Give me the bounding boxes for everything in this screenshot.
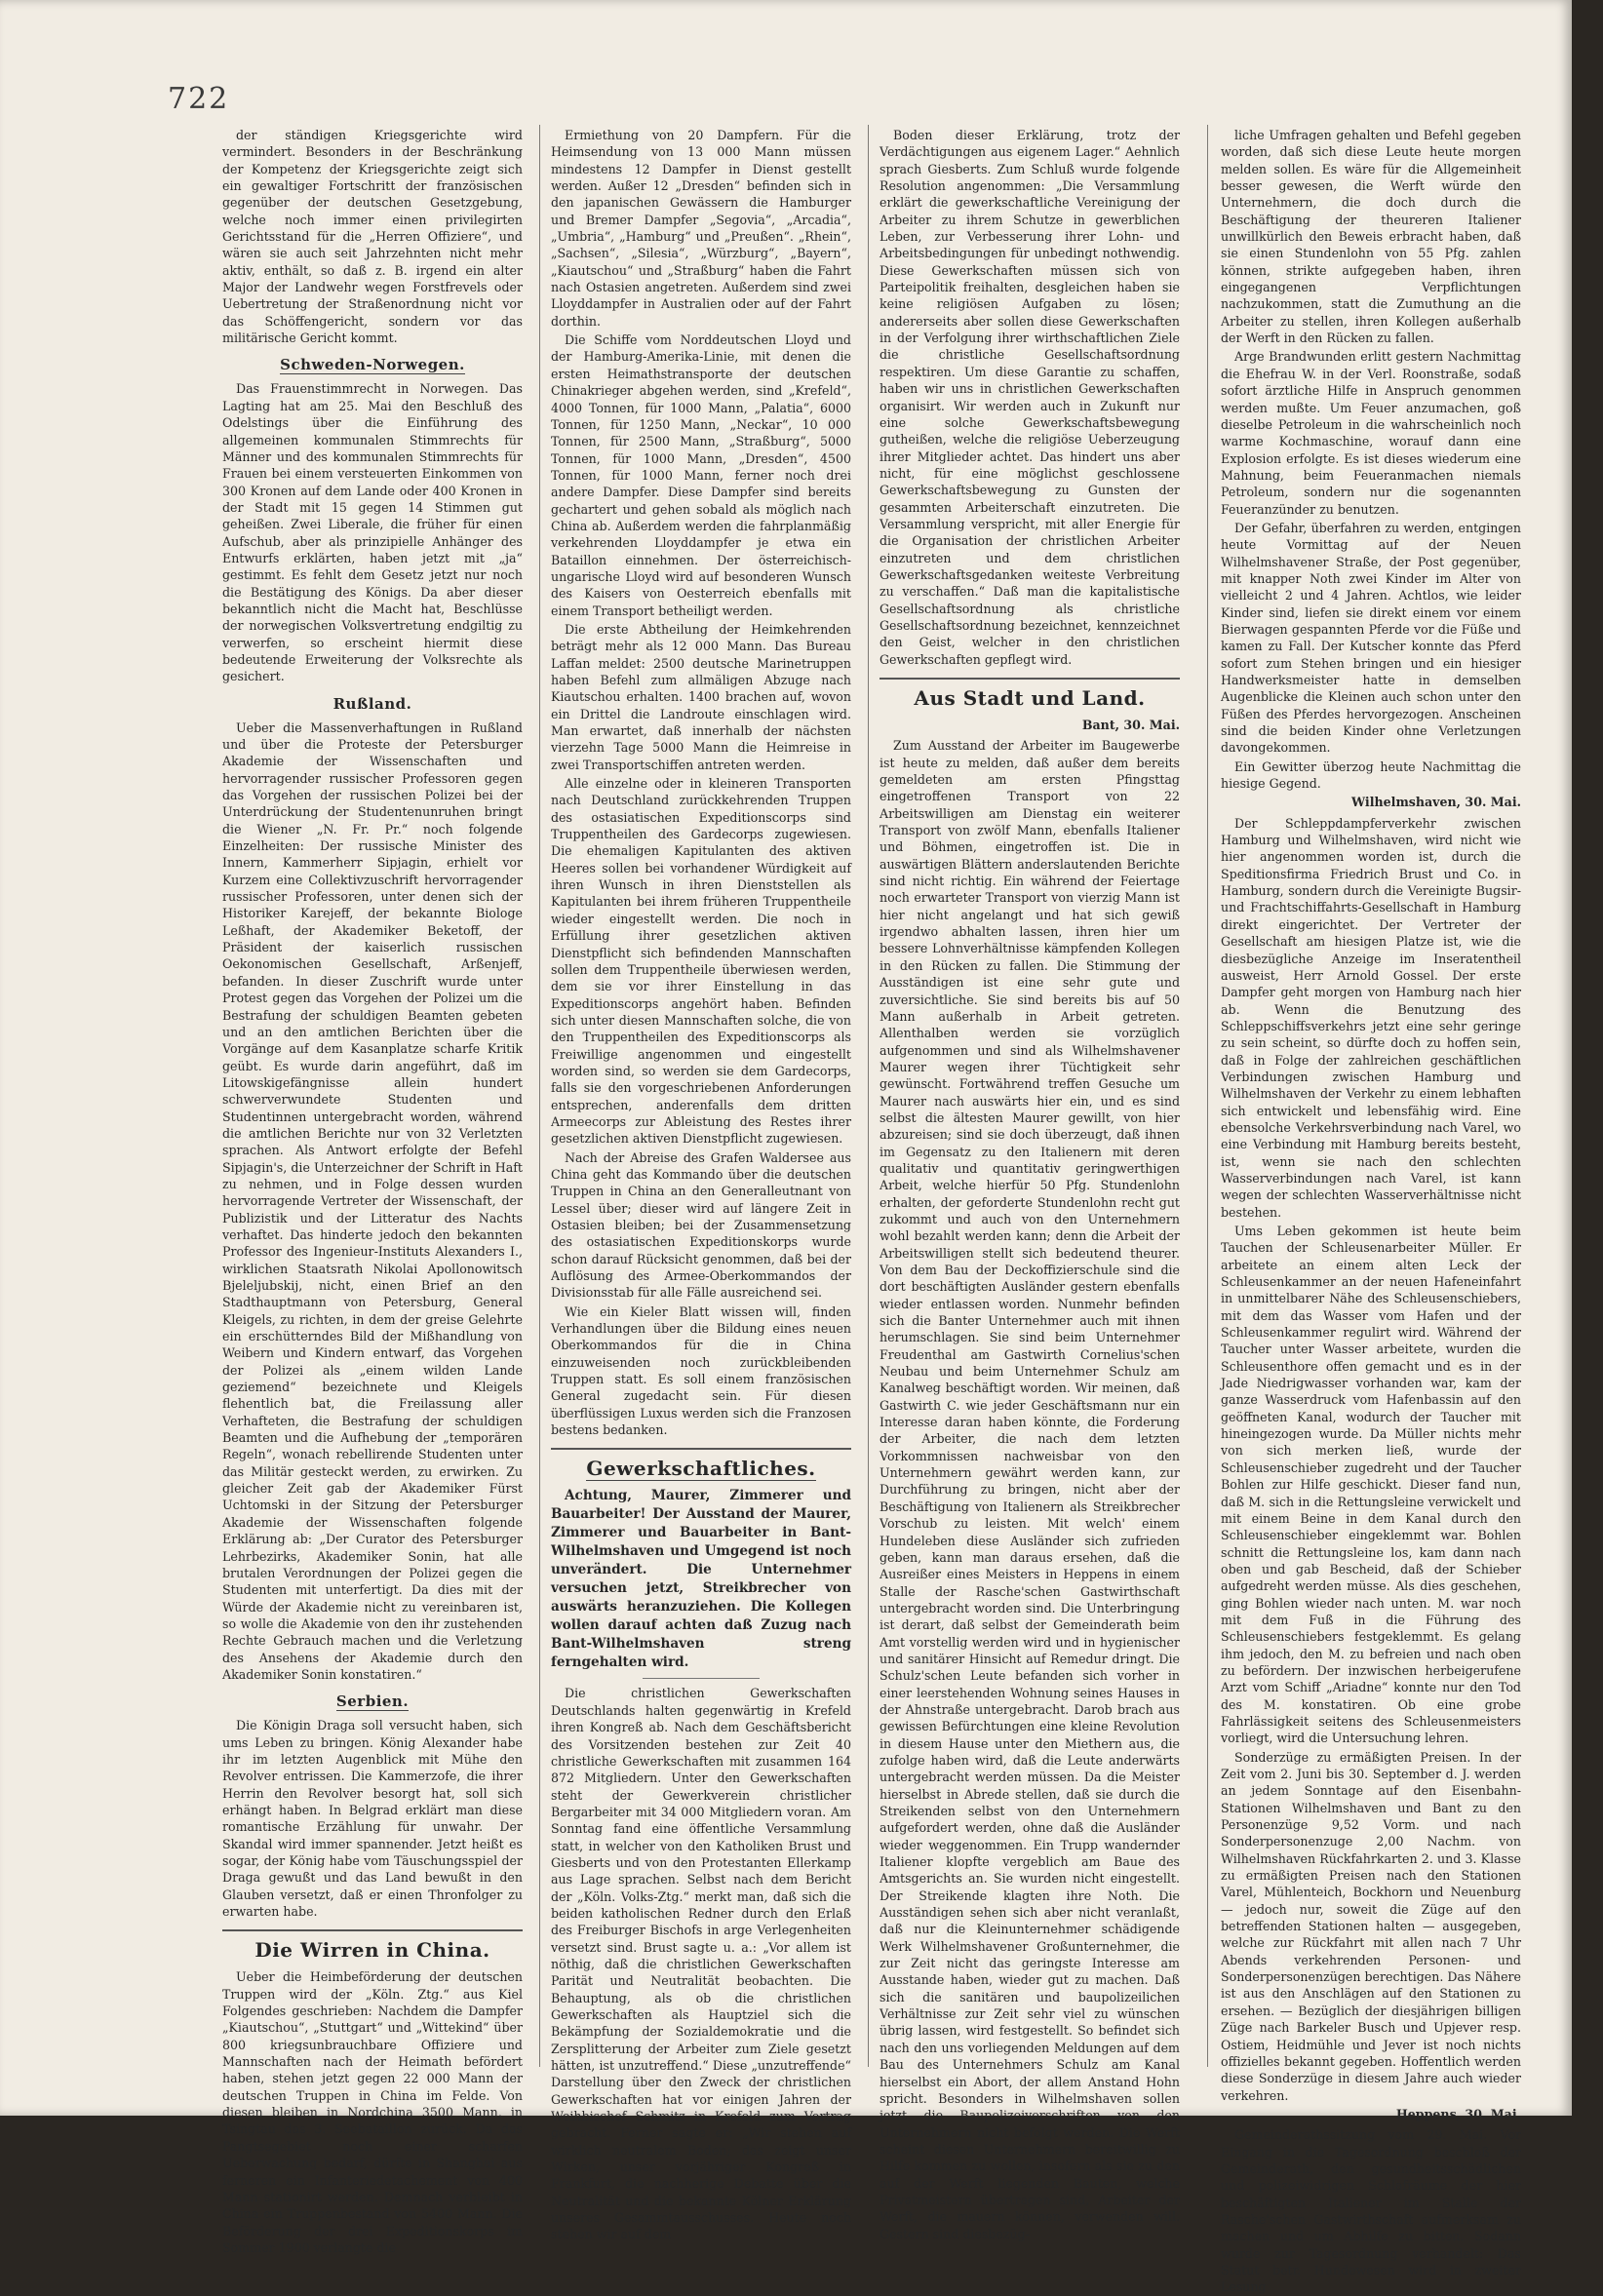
article-paragraph: der ständigen Kriegsgerichte wird vermindert. Besonders in der Beschränkung der Kompetenz der Kriegsgerichte zeigt sich ein gewaltiger Fortschritt der französischen gegenüber der deutschen Gesetzgebung, welche noch immer einen privilegirten Gerichtsstand für die „Herren Offiziere“, und wären sie auch seit Jahrzehnten nicht mehr aktiv, enthält, so daß z. B. irgend ein alter Major der Landwehr wegen Forstfrevels oder Uebertretung der Straßenordnung nicht vor das Schöffengericht, sondern vor das militärische Gericht kommt.: [222, 128, 523, 346]
heading-text: Gewerkschaftliches.: [586, 1457, 816, 1481]
section-heading: [222, 1693, 523, 1711]
heading-text: Serbien.: [335, 1693, 410, 1711]
article-paragraph: Alle einzelne oder in kleineren Transporten nach Deutschland zurückkehrenden Truppen des ostasiatischen Expeditionscorps sind Truppentheilen des Gardecorps zugewiesen. Die ehemaligen Kapitulanten des aktiven Heeres sollen bei vorhandener Würdigkeit auf ihren Wunsch in ihren Dienststellen als Kapitulanten bei ihrem früheren Truppentheile wieder eingestellt werden. Die noch in Erfüllung ihrer gesetzlichen aktiven Dienstpflicht sich befindenden Mannschaften sollen dem Truppentheile überwiesen werden, dem sie vor ihrer Einstellung in das Expeditionscorps angehört haben. Befinden sich unter diesen Mannschaften solche, die von den Truppentheilen des Expeditionscorps als Freiwillige angenommen und eingestellt worden sind, so werden sie dem Gardecorps, falls sie den vorgeschriebenen Anforderungen entsprechen, anderenfalls dem dritten Armeecorps zur Ableistung des Restes ihrer gesetzlichen aktiven Dienstpflicht zugewiesen.: [551, 776, 851, 1147]
column-4: [1221, 127, 1521, 2295]
article-paragraph: Ueber die Massenverhaftungen in Rußland und über die Proteste der Petersburger Akademie der Wissenschaften und hervorragender russischer Professoren gegen das Vorgehen der russischen Polizei bei der Unterdrückung der Studentenunruhen bringt die Wiener „N. Fr. Pr.“ noch folgende Einzelheiten: Der russische Minister des Innern, Kammerherr Sipjagin, erhielt vor Kurzem eine Collektivzuschrift hervorragender russischer Professoren, unter denen sich der Historiker Karejeff, der bekannte Biologe Leßhaft, der Akademiker Beketoff, der Präsident der kaiserlich russischen Oekonomischen Gesellschaft, Arßenjeff, befanden. In dieser Zuschrift wurde unter Protest gegen das Vorgehen der Polizei um die Bestrafung der schuldigen Beamten gebeten und an den amtlichen Berichten über die Vorgänge auf dem Kasanplatze scharfe Kritik geübt. Es wurde darin angeführt, daß im Litowskigefängnisse allein hundert schwerverwundete Studenten und Studentinnen untergebracht worden, während die amtlichen Berichte nur von 32 Verletzten sprachen. Als Antwort erfolgte der Befehl Sipjagin's, die Unterzeichner der Schrift in Haft zu nehmen, und in Folge dessen wurden hervorragende Vertreter der Wissenschaft, der Publizistik und der Litteratur des Nachts verhaftet. Das hinderte jedoch den bekannten Professor des Ingenieur-Instituts Alexanders I., wirklichen Staatsrath Nikolai Apollonowitsch Bjeleljubskij, nicht, einen Brief an den Stadthauptmann von Petersburg, General Kleigels, zu richten, in dem der greise Gelehrte ein erschütterndes Bild der Mißhandlung von Weibern und Kindern entwarf, das Vorgehen der Polizei als „einem wilden Lande geziemend“ bezeichnete und Kleigels flehentlich bat, die Freilassung aller Verhafteten, die Bestrafung der schuldigen Beamten und die Aufhebung der „temporären Regeln“, wonach rebellirende Studenten unter das Militär gesteckt werden, zu erwirken. Zu gleicher Zeit gab der Akademiker Fürst Uchtomski in der Sitzung der Petersburger Akademie der Wissenschaften folgende Erklärung ab: „Der Curator des Petersburger Lehrbezirks, Akademiker Sonin, hat alle brutalen Verordnungen der Polizei gegen die Studenten mit unterfertigt. Da dies mit der Würde der Akademie nicht zu vereinbaren ist, so wolle die Akademie von den ihr zustehenden Rechte Gebrauch machen und die Verletzung des Ansehens der Akademie durch den Akademiker Sonin konstatiren.“: [222, 720, 523, 1682]
strike-notice: Achtung, Maurer, Zimmerer und Bauarbeiter! Der Ausstand der Maurer, Zimmerer und Bauarbeiter in Bant-Wilhelmshaven und Umgegend ist noch unverändert. Die Unternehmer versuchen jetzt, Streikbrecher von auswärts heranzuziehen. Die Kollegen wollen darauf achten daß Zuzug nach Bant-Wilhelmshaven streng ferngehalten wird.: [551, 1488, 851, 1671]
article-paragraph: Ermiethung von 20 Dampfern. Für die Heimsendung von 13 000 Mann müssen mindestens 12 Dampfer in Dienst gestellt werden. Außer 12 „Dresden“ befinden sich in den japanischen Gewässern die Hamburger und Bremer Dampfer „Segovia“, „Arcadia“, „Umbria“, „Hamburg“ und „Preußen“. „Rhein“, „Sachsen“, „Silesia“, „Würzburg“, „Bayern“, „Kiautschou“ und „Straßburg“ haben die Fahrt nach Ostasien angetreten. Außerdem sind zwei Lloyddampfer in Australien oder auf der Fahrt dorthin.: [551, 128, 851, 329]
article-paragraph: Wie ein Kieler Blatt wissen will, finden Verhandlungen über die Bildung eines neuen Oberkommandos für die in China einzuweisenden noch zurückbleibenden Truppen statt. Es soll einem französischen General zugedacht sein. Für diesen überflüssigen Luxus werden sich die Franzosen bestens bedanken.: [551, 1304, 851, 1438]
article-paragraph: Ums Leben gekommen ist heute beim Tauchen der Schleusenarbeiter Müller. Er arbeitete an einem alten Leck der Schleusenkammer an der neuen Hafeneinfahrt in unmittelbarer Nähe des Schleusenschiebers, mit dem das Wasser vom Hafen und der Schleusenkammer regulirt wird. Während der Taucher unter Wasser arbeitete, wurden die Schleusenthore offen gemacht und es in der Jade Niedrigwasser vorhanden war, kam der ganze Wasserdruck vom Hafenbassin auf den geöffneten Kanal, wodurch der Taucher mit hineingezogen wurde. Da Müller nichts mehr von sich merken ließ, wurde der Schleusenschieber zugedreht und der Taucher Bohlen zur Hilfe geschickt. Dieser fand nun, daß M. sich in die Rettungsleine verwickelt und mit einem Beine in dem Kanal durch den Schleusenschieber eingeklemmt war. Bohlen schnitt die Rettungsleine los, kam dann nach oben und gab Bescheid, daß der Schieber aufgedreht werden müsse. Als dies geschehen, ging Bohlen wieder nach unten. M. war noch mit dem Fuß in die Führung des Schleusenschiebers festgeklemmt. Es gelang ihm jedoch, den M. zu befreien und nach oben zu befördern. Der inzwischen herbeigerufene Arzt vom Schiff „Ariadne“ konnte nur den Tod des M. konstatiren. Ob eine grobe Fahrlässigkeit seitens des Schleusenmeisters vorliegt, wird die Untersuchung lehren.: [1221, 1224, 1521, 1746]
section-heading: [551, 1448, 851, 1481]
article-paragraph: Das Frauenstimmrecht in Norwegen. Das Lagting hat am 25. Mai den Beschluß des Odelstings über die Einführung des allgemeinen kommunalen Stimmrechts für Männer und des kommunalen Stimmrechts für Frauen bei einem versteuerten Einkommen von 300 Kronen auf dem Lande oder 400 Kronen in der Stadt mit 15 gegen 14 Stimmen gut geheißen. Zwei Liberale, die früher für einen Aufschub, aber als prinzipielle Anhänger des Entwurfs erklärten, haben jetzt mit „ja“ gestimmt. Es fehlt dem Gesetz jetzt nur noch die Bestätigung des Königs. Da aber dieser bekanntlich nicht die Macht hat, Beschlüsse der norwegischen Volksvertretung endgiltig zu verwerfen, so erscheint hiermit diese bedeutende Erweiterung der Volksrechte als gesichert.: [222, 381, 523, 684]
column-rule: [868, 125, 869, 2067]
article-paragraph: liche Umfragen gehalten und Befehl gegeben worden, daß sich diese Leute heute morgen melden sollen. Es wäre für die Allgemeinheit besser gewesen, die Werft würde den Unternehmern, die doch durch die Beschäftigung der theureren Italiener unwillkürlich den Beweis erbracht haben, daß sie einen Stundenlohn von 55 Pfg. zahlen können, strikte aufgegeben haben, ihren eingegangenen Verpflichtungen nachzukommen, statt die Zumuthung an die Arbeiter zu stellen, ihren Kollegen außerhalb der Werft in den Rücken zu fallen.: [1221, 128, 1521, 346]
article-paragraph: Nach der Abreise des Grafen Waldersee aus China geht das Kommando über die deutschen Truppen in China an den Generalleutnant von Lessel über; dieser wird auf längere Zeit in Ostasien bleiben; bei der Zusammensetzung des ostasiatischen Expeditionskorps wurde schon darauf Rücksicht genommen, daß bei der Auflösung des Armee-Oberkommandos der Divisionsstab für alle Fälle ausreichend sei.: [551, 1149, 851, 1301]
column-rule: [1207, 125, 1208, 2067]
article-paragraph: Sonderzüge zu ermäßigten Preisen. In der Zeit vom 2. Juni bis 30. September d. J. werden an jedem Sonntage auf den Eisenbahn-Stationen Wilhelmshaven und Bant zu den Personenzüge 9,52 Vorm. und nach Sonderpersonenzuge 2,00 Nachm. von Wilhelmshaven Rückfahrkarten 2. und 3. Klasse zu ermäßigten Preisen nach den Stationen Varel, Mühlenteich, Bockhorn und Neuenburg — jedoch nur, soweit die Züge auf den betreffenden Stationen halten — ausgegeben, welche zur Rückfahrt mit allen nach 7 Uhr Abends verkehrenden Personen- und Sonderpersonenzügen berechtigen. Das Nähere ist aus den Anschlägen auf den Stationen zu ersehen. — Bezüglich der diesjährigen billigen Züge nach Barkeler Busch und Upjever resp. Ostiem, Heidmühle und Jever ist noch nichts offizielles bekannt gegeben. Hoffentlich werden diese Sonderzüge in diesem Jahre auch wieder verkehren.: [1221, 1749, 1521, 2103]
heading-text: Schweden-Norwegen.: [280, 356, 465, 374]
column-2: [551, 127, 851, 2242]
article-paragraph: Der Schleppdampferverkehr zwischen Hamburg und Wilhelmshaven, wird nicht wie hier angenommen worden ist, durch die Speditionsfirma Friedrich Brust und Co. in Hamburg, sondern durch die Vereinigte Bugsir- und Frachtschiffahrts-Gesellschaft in Hamburg direkt eingerichtet. Der Vertreter der Gesellschaft am hiesigen Platze ist, wie die diesbezügliche Anzeige im Inseratentheil ausweist, Herr Arnold Gossel. Der erste Dampfer geht morgen von Hamburg nach hier ab. Wenn die Benutzung des Schleppschiffsverkehrs jetzt eine sehr geringe zu sein scheint, so dürfte doch zu hoffen sein, daß in Folge der zahlreichen geschäftlichen Verbindungen zwischen Hamburg und Wilhelmshaven der Verkehr zu einem lebhaften sich entwickelt und lebensfähig wird. Eine ebensolche Verkehrsverbindung nach Varel, wo eine Verbindung mit Hamburg bereits besteht, ist, wenn sie nach den schlechten Wasserverbindungen nach Varel, ist kann wegen der schlechten Wasserverhältnisse nicht bestehen.: [1221, 815, 1521, 1220]
section-heading: Aus Stadt und Land.: [880, 678, 1180, 711]
divider: [643, 1678, 760, 1679]
section-heading: Rußland.: [332, 694, 412, 713]
article-paragraph: Die erste Abtheilung der Heimkehrenden beträgt mehr als 12 000 Mann. Das Bureau Laffan meldet: 2500 deutsche Marinetruppen haben Befehl zum allmäligen Abzuge nach Kiautschou erhalten. 1400 brachen auf, wovon ein Drittel die Landroute einschlagen wird. Man erwartet, daß innerhalb der nächsten vierzehn Tage 5000 Mann die Heimreise in zwei Transportschiffen antreten werden.: [551, 621, 851, 772]
section-heading: Die Wirren in China.: [222, 1929, 523, 1963]
column-3: [880, 127, 1180, 2241]
article-paragraph: Die Königin Draga soll versucht haben, sich ums Leben zu bringen. König Alexander habe ihr im letzten Augenblick mit Mühe den Revolver entrissen. Die Kammerzofe, die ihrer Herrin den Revolver besorgt hat, soll sich erhängt haben. In Belgrad erklärt man diese romantische Erzählung für unwahr. Der Skandal wird immer spannender. Jetzt heißt es sogar, der König habe vom Täuschungsspiel der Draga gewußt und das Land bewußt in den Glauben versetzt, daß er einen Thronfolger zu erwarten habe.: [222, 1718, 523, 1920]
column-rule: [539, 125, 540, 2067]
article-paragraph: Zum Ausstand der Arbeiter im Baugewerbe ist heute zu melden, daß außer dem bereits gemeldeten am ersten Pfingsttag eingetroffenen Transport von 22 Arbeitswilligen am Dienstag ein weiterer Transport von zwölf Mann, ebenfalls Italiener und Böhmen, eingetroffen ist. Die in auswärtigen Blättern anderslautenden Berichte sind nicht richtig. Ein während der Feiertage noch erwarteter Transport von vierzig Mann ist hier nicht angelangt und hat sich gewiß irgendwo abhalten lassen, ihren hier um bessere Lohnverhältnisse kämpfenden Kollegen in den Rücken zu fallen. Die Stimmung der Ausständigen ist eine sehr gute und zuversichtliche. Sie sind bereits bis auf 50 Mann außerhalb in Arbeit getreten. Allenthalben werden sie vorzüglich aufgenommen und sind als Wilhelmshavener Maurer wegen ihrer Tüchtigkeit sehr gewünscht. Fortwährend treffen Gesuche um Maurer nach auswärts hier ein, und es sind selbst die ältesten Maurer gewillt, von hier abzureisen; sind sie doch überzeugt, daß ihnen im Gegensatz zu den Italienern mit deren qualitativ und quantitativ geringwerthigen Arbeit, welche hierfür 50 Pfg. Stundenlohn erhalten, der geforderte Stundenlohn recht gut zukommt und auch von den Unternehmern wohl bezahlt werden kann; denn die Arbeit der Arbeitswilligen stellt sich bedeutend theurer. Von dem Bau der Deckoffizierschule sind die dort beschäftigten Ausländer gestern ebenfalls wieder entlassen worden. Nunmehr befinden sich die Banter Unternehmer auch mit ihnen herumschlagen. Sie sind beim Unternehmer Freudenthal am Gastwirth Cornelius'schen Neubau und beim Unternehmer Schulz am Kanalweg beschäftigt worden. Wir meinen, daß Gastwirth C. wie jeder Geschäftsmann nur ein Interesse daran haben könnte, die Forderung der Arbeiter, die nach dem letzten Vorkommnissen nachweisbar von den Unternehmern gewährt werden kann, zur Durchführung zu bringen, nicht aber der Beschäftigung von Italienern als Streikbrecher Vorschub zu leisten. Mit welch' einem Hundeleben diese Ausländer sich zufrieden geben, kann man daraus ersehen, daß die Ausreißer eines Meisters in Heppens in einem Stalle der Rasche'schen Gastwirthschaft untergebracht worden sind. Die Unterbringung ist derart, daß selbst der Gemeinderath beim Amt vorstellig werden wird und in hygienischer und sanitärer Hinsicht auf Remedur dringt. Die Schulz'schen Leute befanden sich vorher in einer leerstehenden Wohnung seines Hauses in der Ahnstraße untergebracht. Darob brach aus gewissen Befürchtungen eine kleine Revolution in diesem Hause unter den Miethern aus, die zufolge haben wird, daß die Leute anderwärts untergebracht werden müssen. Da die Meister hierselbst in Abrede stellen, daß sie durch die Streikenden selbst von den Unternehmern aufgefordert werden, ohne daß die Ausländer wieder weggenommen. Ein Trupp wandernder Italiener klopfte vergeblich am Baue des Amtsgerichts an. Sie wurden nicht eingestellt. Der Streikende klagten ihre Noth. Die Ausständigen sehen sich aber nicht veranlaßt, daß nur die Kleinunternehmer schädigende Werk Wilhelmshavener Großunternehmer, die zur Zeit nicht das geringste Interesse am Ausstande haben, wieder gut zu machen. Daß sich die sanitären und baupolizeilichen Verhältnisse zur Zeit sehr viel zu wünschen übrig lassen, wird festgestellt. So befindet sich nach den uns vorliegenden Meldungen auf dem Bau des Unternehmers Schulz am Kanal hierselbst ein Abort, der allem Anstand Hohn spricht. Besonders in Wilhelmshaven sollen jetzt die Baupolizeivorschriften von den Unternehmern nicht befolgt werden. Die Werft scheint diesen Unternehmern bereitwillig zu Hilfe kommen zu wollen, insofern als sie zu den auf der Werft liegenden Bauten, welche Privatmeistern übertragen sind, Arbeiter der Werft, die mauern können, verwenden will. Gestern sind diesbezüg-: [880, 738, 1180, 2241]
article-paragraph: Ein Gewitter überzog heute Nachmittag die hiesige Gegend.: [1221, 759, 1521, 792]
article-paragraph: Gemeinderathssitzung vom 29. Mai. Vor Eingang in die Tagesordnung beschloß der Gemeinderath, den gesundheitsschädlichen und polizeiwidrigen Schlafräume der hier beschäftigten Italiener im Stalle der Rasche'schen Gastwirthschaft aufmerksam zu machen und um Abhilfe zu bitten. Sodann wurde zur Tagesordnung verhandelt: Das Statut betr. Hundewesen wird in zweiter Lesung: [1221, 2127, 1521, 2295]
page-number: 722: [168, 82, 230, 116]
article-paragraph: Die Schiffe vom Norddeutschen Lloyd und der Hamburg-Amerika-Linie, mit denen die ersten Heimathstransporte der deutschen Chinakrieger abgehen werden, sind „Krefeld“, 4000 Tonnen, für 1000 Mann, „Palatia“, 6000 Tonnen, für 1250 Mann, „Neckar“, 10 000 Tonnen, für 2500 Mann, „Straßburg“, 5000 Tonnen, für 1000 Mann, „Dresden“, 4500 Tonnen, für 1000 Mann, ferner noch drei andere Dampfer. Diese Dampfer sind bereits gechartert und gehen sobald als möglich nach China ab. Außerdem werden die fahrplanmäßig verkehrenden Lloyddampfer je etwa ein Bataillon einnehmen. Der österreichisch-ungarische Lloyd wird auf besonderen Wunsch des Kaisers von Oesterreich ebenfalls mit einem Transport betheiligt werden.: [551, 332, 851, 618]
article-paragraph: Boden dieser Erklärung, trotz der Verdächtigungen aus eigenem Lager.“ Aehnlich sprach Giesberts. Zum Schluß wurde folgende Resolution angenommen: „Die Versammlung erklärt die gewerkschaftliche Vereinigung der Arbeiter zu ihrem Schutze in gewerblichen Leben, zur Verbesserung ihrer Lohn- und Arbeitsbedingungen für unbedingt nothwendig. Diese Gewerkschaften müssen sich von Parteipolitik freihalten, desgleichen haben sie keine religiösen Aufgaben zu lösen; andererseits aber sollen diese Gewerkschaften in der Verfolgung ihrer wirthschaftlichen Ziele die christliche Gesellschaftsordnung respektiren. Um diese Garantie zu schaffen, haben wir uns in christlichen Gewerkschaften organisirt. Wir werden auch in Zukunft nur eine solche Gewerkschaftsbewegung gutheißen, welche die religiöse Ueberzeugung ihrer Mitglieder achtet. Das hindert uns aber nicht, für eine möglichst geschlossene Gewerkschaftsbewegung zu Gunsten der gesammten Arbeiterschaft einzutreten. Die Versammlung verspricht, mit aller Energie für die Organisation der christlichen Arbeiter einzutreten und dem christlichen Gewerkschaftsgedanken weiteste Verbreitung zu verschaffen.“ Daß man die kapitalistische Gesellschaftsordnung als christliche Gesellschaftsordnung bezeichnet, kennzeichnet den Geist, welcher in den christlichen Gewerkschaften gepflegt wird.: [880, 128, 1180, 667]
article-paragraph: Ueber die Heimbeförderung der deutschen Truppen wird der „Köln. Ztg.“ aus Kiel Folgendes geschrieben: Nachdem die Dampfer „Kiautschou“, „Stuttgart“ und „Wittekind“ über 800 kriegsunbrauchbare Offiziere und Mannschaften nach der Heimath befördert haben, stehen jetzt gegen 22 000 Mann der deutschen Truppen in China im Felde. Von diesen bleiben in Nordchina 3500 Mann, in Tsingtau das 3. Seebataillon zurück. Da das Pangtsegebiet noch einer scharfen Ueberwachung bedarf, dürfte in Shanghai aus ferneren ein Infanteriedetachement von 400 Mann stationirt werden. Demnach verbleibt in China ein Truppenbestand von 5400 Mann. Die Beförderung der drei Expeditionskorps im Sommer 1900 verlangte die: [222, 1969, 523, 2255]
dateline: Wilhelmshaven, 30. Mai.: [1351, 795, 1521, 810]
dateline: Bant, 30. Mai.: [1081, 718, 1180, 732]
dateline: Heppens, 30. Mai.: [1395, 2106, 1521, 2121]
section-heading: [222, 356, 523, 374]
article-paragraph: Der Gefahr, überfahren zu werden, entgingen heute Vormittag auf der Neuen Wilhelmshavener Straße, der Post gegenüber, mit knapper Noth zwei Kinder im Alter von vielleicht 2 und 4 Jahren. Achtlos, wie leider Kinder sind, liefen sie direkt einem vor einem Bierwagen gespannten Pferde vor die Füße und kamen zu Fall. Der Kutscher konnte das Pferd sofort zum Stehen bringen und ein hiesiger Handwerksmeister hatte in demselben Augenblicke die Kleinen auch schon unter den Füßen des Pferdes hervorgezogen. Anscheinen sind die beiden Kinder ohne Verletzungen davongekommen.: [1221, 520, 1521, 756]
article-paragraph: Arge Brandwunden erlitt gestern Nachmittag die Ehefrau W. in der Verl. Roonstraße, sodaß sofort ärztliche Hilfe in Anspruch genommen werden mußte. Um Feuer anzumachen, goß dieselbe Petroleum in die wahrscheinlich noch warme Kochmaschine, worauf dann eine Explosion erfolgte. Es ist dieses wiederum eine Mahnung, beim Feueranmachen niemals Petroleum, sondern nur die sogenannten Feueranzünder zu benutzen.: [1221, 349, 1521, 517]
column-1: [222, 127, 523, 2255]
page-edge: [1572, 0, 1603, 2116]
article-paragraph: Die christlichen Gewerkschaften Deutschlands halten gegenwärtig in Krefeld ihren Kongreß ab. Nach dem Geschäftsbericht des Vorsitzenden bestehen zur Zeit 40 christliche Gewerkschaften mit zusammen 164 872 Mitgliedern. Unter den Gewerkschaften steht der Gewerkverein christlicher Bergarbeiter mit 34 000 Mitgliedern voran. Am Sonntag fand eine öffentliche Versammlung statt, in welcher von den Katholiken Brust und Giesberts und von den Protestanten Ellerkamp aus Lage sprachen. Selbst nach dem Bericht der „Köln. Volks-Ztg.“ merkt man, daß sich die beiden katholischen Redner durch den Erlaß des Freiburger Bischofs in arge Verlegenheiten versetzt sind. Brust sagte u. a.: „Vor allem ist nöthig, daß die christlichen Gewerkschaften Parität und Neutralität beobachten. Die Behauptung, als ob die christlichen Gewerkschaften als Hauptziel sich die Bekämpfung der Sozialdemokratie und die Zersplitterung der Arbeiter zum Ziele gesetzt hätten, ist unzutreffend.“ Diese „unzutreffende“ Darstellung über den Zweck der christlichen Gewerkschaften hat vor einigen Jahren der Weihbischof Schmitz in Krefeld zum Vortrag gebracht. Ferner sagte er: „Wir stehen auf wirklich neutralem Boden; das zeigt unser Wirken, unser vorjähriger Kongreß in Frankfurt, die nachherige Debatte über die Neutralität und die bekannte Kölner Erklärung unseres Gesammtausschusses. Heute noch stehen wir auf dem: [551, 1686, 851, 2242]
